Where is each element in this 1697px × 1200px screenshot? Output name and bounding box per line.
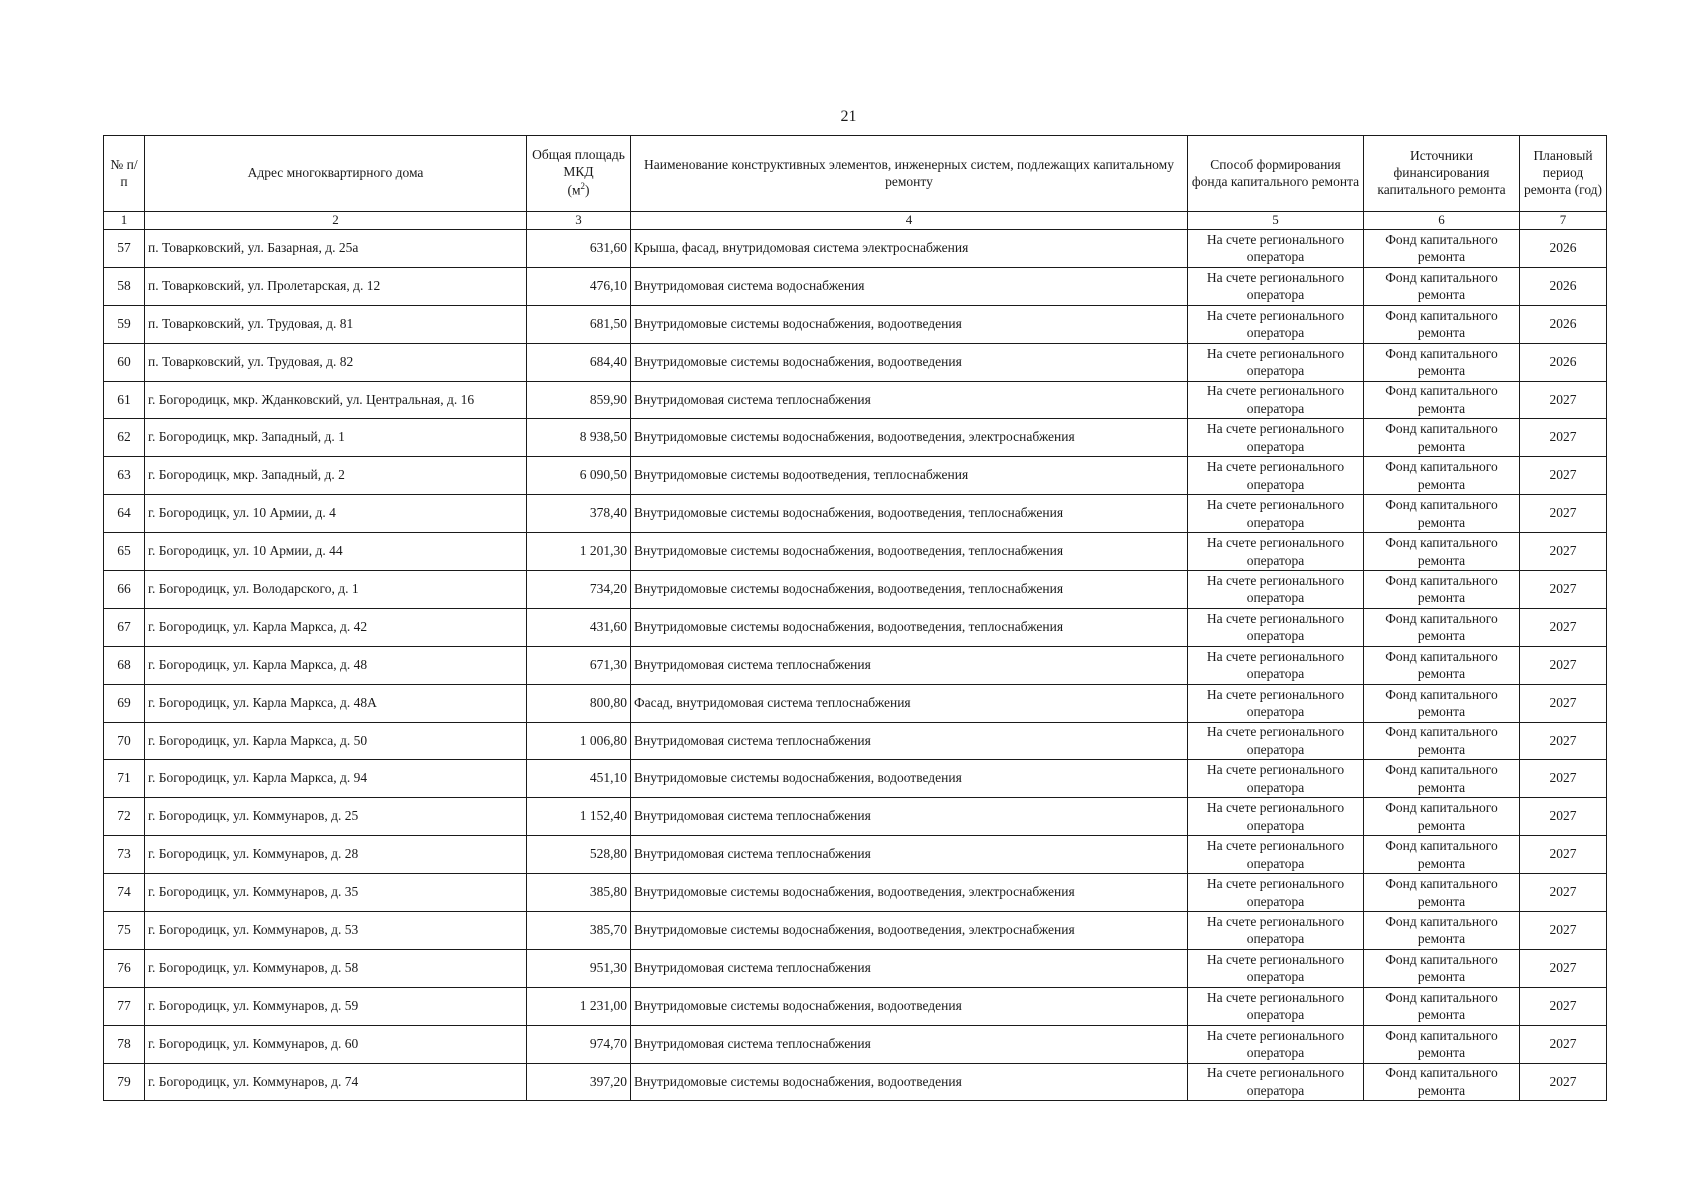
table-row xyxy=(104,646,1607,684)
source-cell: Фонд капитального ремонта xyxy=(1364,987,1520,1025)
header-elements: Наименование конструктивных элементов, инженерных систем, подлежащих капитальному ремонту xyxy=(631,136,1188,212)
source-cell: Фонд капитального ремонта xyxy=(1364,760,1520,798)
table-row xyxy=(104,419,1607,457)
address-cell: г. Богородицк, ул. Карла Маркса, д. 94 xyxy=(145,760,527,798)
area-cell: 1 152,40 xyxy=(527,798,631,836)
table-row xyxy=(104,722,1607,760)
address-cell: г. Богородицк, ул. Коммунаров, д. 25 xyxy=(145,798,527,836)
source-cell: Фонд капитального ремонта xyxy=(1364,381,1520,419)
method-cell: На счете регионального оператора xyxy=(1188,571,1364,609)
source-cell: Фонд капитального ремонта xyxy=(1364,267,1520,305)
elements-cell: Внутридомовая система теплоснабжения xyxy=(631,1025,1188,1063)
address-cell: п. Товарковский, ул. Пролетарская, д. 12 xyxy=(145,267,527,305)
row-number-cell: 57 xyxy=(104,230,145,268)
table-body xyxy=(104,230,1607,1101)
row-number-cell: 68 xyxy=(104,646,145,684)
row-number-cell: 61 xyxy=(104,381,145,419)
address-cell: г. Богородицк, ул. Коммунаров, д. 58 xyxy=(145,949,527,987)
area-cell: 684,40 xyxy=(527,343,631,381)
column-number: 3 xyxy=(527,212,631,230)
elements-cell: Внутридомовые системы водоснабжения, водоотведения xyxy=(631,1063,1188,1101)
area-cell: 476,10 xyxy=(527,267,631,305)
elements-cell: Внутридомовые системы водоснабжения, водоотведения, электроснабжения xyxy=(631,419,1188,457)
method-cell: На счете регионального оператора xyxy=(1188,495,1364,533)
year-cell: 2026 xyxy=(1520,305,1607,343)
source-cell: Фонд капитального ремонта xyxy=(1364,533,1520,571)
table-row xyxy=(104,684,1607,722)
table-row xyxy=(104,267,1607,305)
area-cell: 681,50 xyxy=(527,305,631,343)
area-cell: 800,80 xyxy=(527,684,631,722)
table-row xyxy=(104,874,1607,912)
area-cell: 385,80 xyxy=(527,874,631,912)
table-row xyxy=(104,798,1607,836)
year-cell: 2027 xyxy=(1520,495,1607,533)
table-row xyxy=(104,495,1607,533)
table-row xyxy=(104,381,1607,419)
year-cell: 2027 xyxy=(1520,949,1607,987)
area-cell: 397,20 xyxy=(527,1063,631,1101)
column-number: 1 xyxy=(104,212,145,230)
elements-cell: Крыша, фасад, внутридомовая система электроснабжения xyxy=(631,230,1188,268)
area-cell: 951,30 xyxy=(527,949,631,987)
area-cell: 734,20 xyxy=(527,571,631,609)
elements-cell: Внутридомовая система теплоснабжения xyxy=(631,949,1188,987)
address-cell: г. Богородицк, ул. 10 Армии, д. 4 xyxy=(145,495,527,533)
year-cell: 2027 xyxy=(1520,874,1607,912)
row-number-cell: 74 xyxy=(104,874,145,912)
row-number-cell: 76 xyxy=(104,949,145,987)
area-cell: 974,70 xyxy=(527,1025,631,1063)
column-number-row xyxy=(104,212,1607,230)
address-cell: п. Товарковский, ул. Трудовая, д. 81 xyxy=(145,305,527,343)
year-cell: 2027 xyxy=(1520,457,1607,495)
area-cell: 1 006,80 xyxy=(527,722,631,760)
row-number-cell: 67 xyxy=(104,608,145,646)
table-row xyxy=(104,1025,1607,1063)
method-cell: На счете регионального оператора xyxy=(1188,1025,1364,1063)
area-cell: 451,10 xyxy=(527,760,631,798)
row-number-cell: 72 xyxy=(104,798,145,836)
address-cell: г. Богородицк, ул. 10 Армии, д. 44 xyxy=(145,533,527,571)
address-cell: г. Богородицк, ул. Володарского, д. 1 xyxy=(145,571,527,609)
method-cell: На счете регионального оператора xyxy=(1188,419,1364,457)
year-cell: 2027 xyxy=(1520,533,1607,571)
year-cell: 2027 xyxy=(1520,381,1607,419)
elements-cell: Внутридомовые системы водоснабжения, водоотведения xyxy=(631,343,1188,381)
table-row xyxy=(104,533,1607,571)
source-cell: Фонд капитального ремонта xyxy=(1364,874,1520,912)
row-number-cell: 58 xyxy=(104,267,145,305)
table-row xyxy=(104,230,1607,268)
row-number-cell: 65 xyxy=(104,533,145,571)
row-number-cell: 73 xyxy=(104,836,145,874)
address-cell: г. Богородицк, ул. Коммунаров, д. 28 xyxy=(145,836,527,874)
column-number: 5 xyxy=(1188,212,1364,230)
method-cell: На счете регионального оператора xyxy=(1188,912,1364,950)
elements-cell: Внутридомовые системы водоснабжения, водоотведения xyxy=(631,760,1188,798)
source-cell: Фонд капитального ремонта xyxy=(1364,457,1520,495)
year-cell: 2027 xyxy=(1520,419,1607,457)
area-cell: 6 090,50 xyxy=(527,457,631,495)
method-cell: На счете регионального оператора xyxy=(1188,646,1364,684)
table-row xyxy=(104,949,1607,987)
area-cell: 378,40 xyxy=(527,495,631,533)
area-cell: 385,70 xyxy=(527,912,631,950)
elements-cell: Внутридомовые системы водоснабжения, водоотведения xyxy=(631,987,1188,1025)
year-cell: 2027 xyxy=(1520,836,1607,874)
row-number-cell: 70 xyxy=(104,722,145,760)
elements-cell: Внутридомовые системы водоснабжения, водоотведения, теплоснабжения xyxy=(631,495,1188,533)
table-row xyxy=(104,760,1607,798)
row-number-cell: 69 xyxy=(104,684,145,722)
source-cell: Фонд капитального ремонта xyxy=(1364,571,1520,609)
address-cell: г. Богородицк, ул. Карла Маркса, д. 48А xyxy=(145,684,527,722)
source-cell: Фонд капитального ремонта xyxy=(1364,1063,1520,1101)
table-row xyxy=(104,457,1607,495)
row-number-cell: 60 xyxy=(104,343,145,381)
header-period: Плановый период ремонта (год) xyxy=(1520,136,1607,212)
method-cell: На счете регионального оператора xyxy=(1188,684,1364,722)
page-number: 21 xyxy=(840,108,857,125)
method-cell: На счете регионального оператора xyxy=(1188,722,1364,760)
table-row xyxy=(104,608,1607,646)
method-cell: На счете регионального оператора xyxy=(1188,305,1364,343)
table-row xyxy=(104,1063,1607,1101)
source-cell: Фонд капитального ремонта xyxy=(1364,912,1520,950)
year-cell: 2027 xyxy=(1520,912,1607,950)
year-cell: 2026 xyxy=(1520,230,1607,268)
column-number: 6 xyxy=(1364,212,1520,230)
elements-cell: Внутридомовая система теплоснабжения xyxy=(631,646,1188,684)
source-cell: Фонд капитального ремонта xyxy=(1364,305,1520,343)
elements-cell: Внутридомовые системы водоснабжения, водоотведения, теплоснабжения xyxy=(631,533,1188,571)
row-number-cell: 62 xyxy=(104,419,145,457)
method-cell: На счете регионального оператора xyxy=(1188,987,1364,1025)
year-cell: 2027 xyxy=(1520,798,1607,836)
header-sources: Источники финансирования капитального ремонта xyxy=(1364,136,1520,212)
method-cell: На счете регионального оператора xyxy=(1188,381,1364,419)
year-cell: 2027 xyxy=(1520,987,1607,1025)
header-address: Адрес многоквартирного дома xyxy=(145,136,527,212)
year-cell: 2026 xyxy=(1520,343,1607,381)
row-number-cell: 59 xyxy=(104,305,145,343)
header-area-unit-sup: 2 xyxy=(580,181,586,192)
method-cell: На счете регионального оператора xyxy=(1188,760,1364,798)
method-cell: На счете регионального оператора xyxy=(1188,949,1364,987)
source-cell: Фонд капитального ремонта xyxy=(1364,608,1520,646)
year-cell: 2027 xyxy=(1520,760,1607,798)
row-number-cell: 75 xyxy=(104,912,145,950)
address-cell: г. Богородицк, ул. Карла Маркса, д. 48 xyxy=(145,646,527,684)
source-cell: Фонд капитального ремонта xyxy=(1364,684,1520,722)
address-cell: п. Товарковский, ул. Трудовая, д. 82 xyxy=(145,343,527,381)
source-cell: Фонд капитального ремонта xyxy=(1364,1025,1520,1063)
method-cell: На счете регионального оператора xyxy=(1188,874,1364,912)
method-cell: На счете регионального оператора xyxy=(1188,608,1364,646)
year-cell: 2026 xyxy=(1520,267,1607,305)
area-cell: 631,60 xyxy=(527,230,631,268)
method-cell: На счете регионального оператора xyxy=(1188,836,1364,874)
elements-cell: Внутридомовые системы водоснабжения, водоотведения, электроснабжения xyxy=(631,912,1188,950)
row-number-cell: 66 xyxy=(104,571,145,609)
method-cell: На счете регионального оператора xyxy=(1188,798,1364,836)
address-cell: г. Богородицк, ул. Карла Маркса, д. 42 xyxy=(145,608,527,646)
area-cell: 859,90 xyxy=(527,381,631,419)
row-number-cell: 71 xyxy=(104,760,145,798)
header-area-unit-close: ) xyxy=(585,182,590,198)
year-cell: 2027 xyxy=(1520,608,1607,646)
row-number-cell: 64 xyxy=(104,495,145,533)
header-area xyxy=(527,136,631,212)
column-number: 7 xyxy=(1520,212,1607,230)
source-cell: Фонд капитального ремонта xyxy=(1364,419,1520,457)
column-number: 4 xyxy=(631,212,1188,230)
elements-cell: Внутридомовая система теплоснабжения xyxy=(631,836,1188,874)
address-cell: г. Богородицк, ул. Коммунаров, д. 59 xyxy=(145,987,527,1025)
table-row xyxy=(104,912,1607,950)
header-num: № п/п xyxy=(104,136,145,212)
method-cell: На счете регионального оператора xyxy=(1188,533,1364,571)
area-cell: 1 231,00 xyxy=(527,987,631,1025)
elements-cell: Внутридомовые системы водоснабжения, водоотведения xyxy=(631,305,1188,343)
method-cell: На счете регионального оператора xyxy=(1188,230,1364,268)
method-cell: На счете регионального оператора xyxy=(1188,267,1364,305)
address-cell: г. Богородицк, мкр. Жданковский, ул. Центральная, д. 16 xyxy=(145,381,527,419)
method-cell: На счете регионального оператора xyxy=(1188,1063,1364,1101)
address-cell: г. Богородицк, ул. Карла Маркса, д. 50 xyxy=(145,722,527,760)
year-cell: 2027 xyxy=(1520,1025,1607,1063)
row-number-cell: 78 xyxy=(104,1025,145,1063)
address-cell: г. Богородицк, мкр. Западный, д. 2 xyxy=(145,457,527,495)
year-cell: 2027 xyxy=(1520,1063,1607,1101)
row-number-cell: 77 xyxy=(104,987,145,1025)
header-method: Способ формирования фонда капитального ремонта xyxy=(1188,136,1364,212)
year-cell: 2027 xyxy=(1520,684,1607,722)
row-number-cell: 79 xyxy=(104,1063,145,1101)
table-header xyxy=(104,136,1607,230)
source-cell: Фонд капитального ремонта xyxy=(1364,836,1520,874)
elements-cell: Внутридомовые системы водоотведения, теплоснабжения xyxy=(631,457,1188,495)
repair-schedule-table xyxy=(103,135,1607,1101)
table-row xyxy=(104,836,1607,874)
source-cell: Фонд капитального ремонта xyxy=(1364,230,1520,268)
header-area-unit: (м xyxy=(567,182,581,198)
source-cell: Фонд капитального ремонта xyxy=(1364,495,1520,533)
elements-cell: Внутридомовые системы водоснабжения, водоотведения, теплоснабжения xyxy=(631,608,1188,646)
method-cell: На счете регионального оператора xyxy=(1188,343,1364,381)
address-cell: г. Богородицк, ул. Коммунаров, д. 60 xyxy=(145,1025,527,1063)
area-cell: 1 201,30 xyxy=(527,533,631,571)
area-cell: 528,80 xyxy=(527,836,631,874)
elements-cell: Внутридомовая система теплоснабжения xyxy=(631,798,1188,836)
area-cell: 431,60 xyxy=(527,608,631,646)
elements-cell: Внутридомовая система водоснабжения xyxy=(631,267,1188,305)
elements-cell: Внутридомовая система теплоснабжения xyxy=(631,722,1188,760)
source-cell: Фонд капитального ремонта xyxy=(1364,949,1520,987)
address-cell: г. Богородицк, ул. Коммунаров, д. 35 xyxy=(145,874,527,912)
table-row xyxy=(104,987,1607,1025)
elements-cell: Внутридомовые системы водоснабжения, водоотведения, электроснабжения xyxy=(631,874,1188,912)
source-cell: Фонд капитального ремонта xyxy=(1364,343,1520,381)
table-row xyxy=(104,343,1607,381)
address-cell: г. Богородицк, ул. Коммунаров, д. 53 xyxy=(145,912,527,950)
address-cell: п. Товарковский, ул. Базарная, д. 25а xyxy=(145,230,527,268)
area-cell: 8 938,50 xyxy=(527,419,631,457)
source-cell: Фонд капитального ремонта xyxy=(1364,722,1520,760)
area-cell: 671,30 xyxy=(527,646,631,684)
source-cell: Фонд капитального ремонта xyxy=(1364,646,1520,684)
elements-cell: Внутридомовая система теплоснабжения xyxy=(631,381,1188,419)
table-row xyxy=(104,571,1607,609)
address-cell: г. Богородицк, мкр. Западный, д. 1 xyxy=(145,419,527,457)
table-row xyxy=(104,305,1607,343)
method-cell: На счете регионального оператора xyxy=(1188,457,1364,495)
source-cell: Фонд капитального ремонта xyxy=(1364,798,1520,836)
address-cell: г. Богородицк, ул. Коммунаров, д. 74 xyxy=(145,1063,527,1101)
year-cell: 2027 xyxy=(1520,646,1607,684)
row-number-cell: 63 xyxy=(104,457,145,495)
header-area-label: Общая площадь МКД xyxy=(532,147,625,180)
year-cell: 2027 xyxy=(1520,571,1607,609)
elements-cell: Фасад, внутридомовая система теплоснабжения xyxy=(631,684,1188,722)
elements-cell: Внутридомовые системы водоснабжения, водоотведения, теплоснабжения xyxy=(631,571,1188,609)
year-cell: 2027 xyxy=(1520,722,1607,760)
column-number: 2 xyxy=(145,212,527,230)
